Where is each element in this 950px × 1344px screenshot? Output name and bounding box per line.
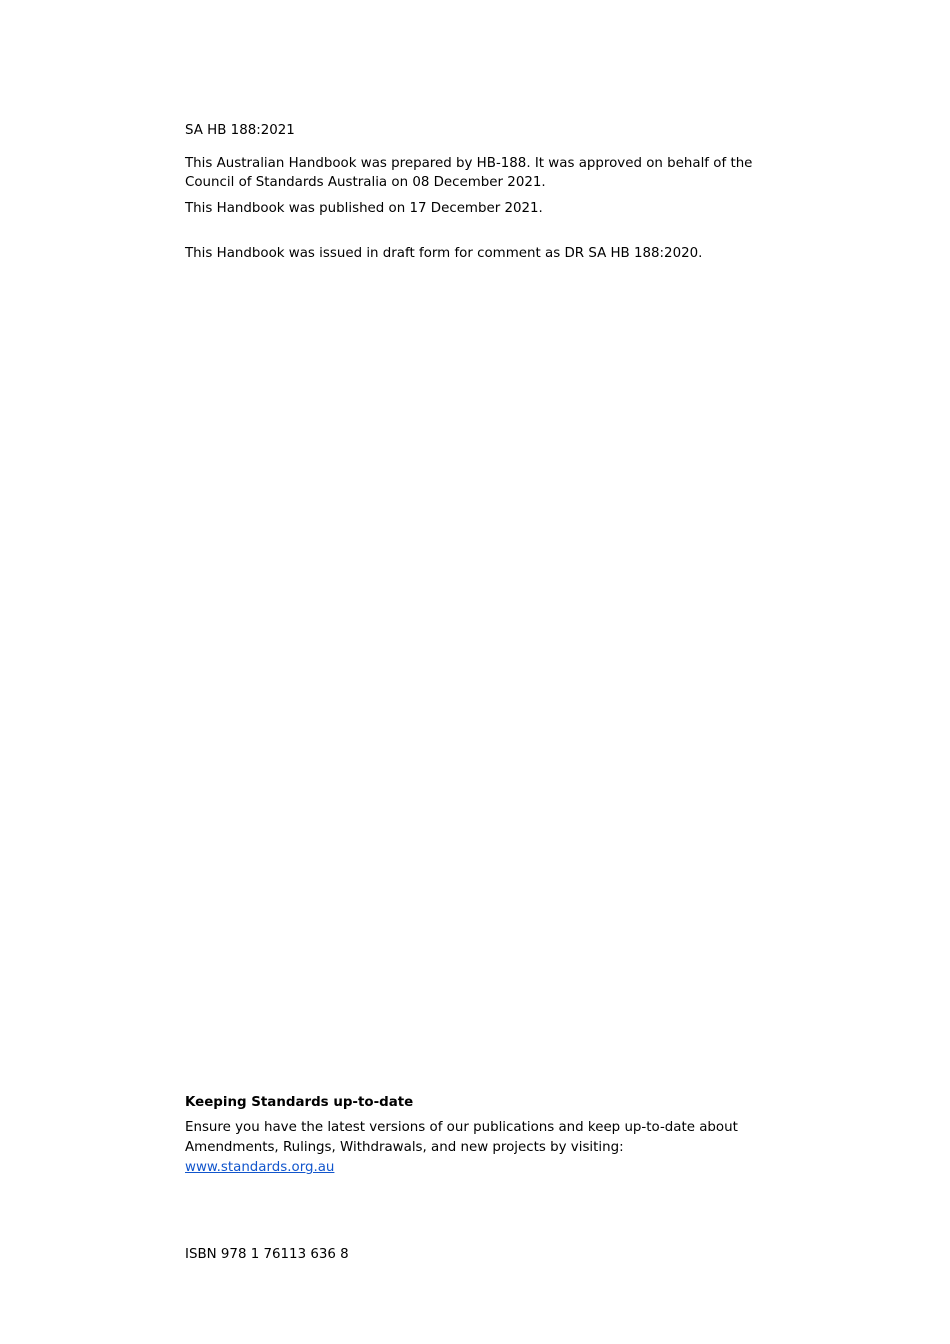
keeping-up-to-date-section	[185, 1093, 765, 1178]
keeping-up-to-date-heading: Keeping Standards up-to-date	[185, 1095, 414, 1110]
isbn-number: ISBN 978 1 76113 636 8	[185, 1247, 349, 1262]
publication-date-statement: This Handbook was published on 17 December 2021.	[185, 201, 543, 216]
draft-statement: This Handbook was issued in draft form for comment as DR SA HB 188:2020.	[185, 246, 703, 261]
approval-statement: This Australian Handbook was prepared by HB-188. It was approved on behalf of the Council of Standards Australia on 08 December 2021.	[185, 156, 753, 190]
standards-website-link[interactable]: www.standards.org.au	[185, 1160, 335, 1175]
document-id: SA HB 188:2021	[185, 123, 295, 138]
keeping-up-to-date-body: Ensure you have the latest versions of our publications and keep up-to-date about Amendments, Rulings, Withdrawals, and new projects by visiting:	[185, 1120, 738, 1155]
keeping-up-to-date-text	[185, 1118, 765, 1178]
